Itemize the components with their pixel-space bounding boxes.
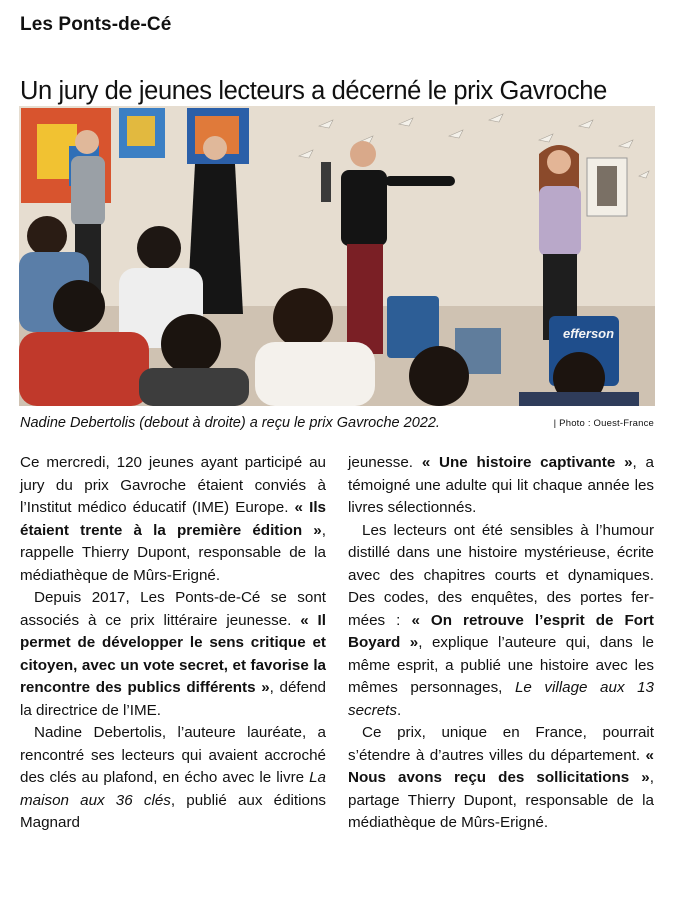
text-run: jeunesse. [348,454,422,471]
body-paragraph [348,520,654,723]
text-run: . [396,701,402,719]
body-paragraph [348,722,654,835]
person-right-author [539,186,581,256]
text-run: , a témoigné une adulte qui lit chaque année les livres sélectionnés. [348,454,655,516]
text-run: , publié aux éditions Magnard [20,791,326,831]
person-center-man [341,170,387,246]
article-headline: Un jury de jeunes lecteurs a décerné le prix Gavroche [20,77,607,106]
body-paragraph [20,587,326,722]
article-photo [19,106,655,406]
text-run: , partage Thierry Dupont, responsable de la médiathèque de Mûrs-Erigné. [348,769,654,831]
body-paragraph [348,452,654,520]
book-title: La maison aux 36 clés [20,769,326,809]
body-paragraph [20,452,326,587]
body-column-left [20,452,326,835]
body-column-right [348,452,654,835]
drum-label: efferson [563,326,615,341]
quote-text: « On retrouve l’esprit de Fort Boyard » [348,611,654,651]
text-run: , défend la directrice de l’IME. [20,679,326,719]
text-run: Nadine Debertolis, l’auteure lauréate, a rencontré ses lecteurs qui avaient accroché des clés au plafond, en écho avec le livre [20,724,326,786]
photo-illustration [19,106,655,406]
text-run: Depuis 2017, Les Ponts-de-Cé se sont associés à ce prix littéraire jeunesse. [20,589,326,629]
text-run: , rappelle Thierry Dupont, responsable de la médiathèque de Mûrs-Erigné. [20,521,326,584]
quote-text: « Il permet de développer le sens critique et citoyen, avec un vote secret, et favorise la rencontre des publics différents » [20,611,326,696]
locality-kicker: Les Ponts-de-Cé [20,14,172,35]
text-run: Ce mercredi, 120 jeunes ayant participé au jury du prix Gavroche étaient conviés à l’Institut médico éducatif (IME) Europe. [20,454,326,516]
text-run: Les lecteurs ont été sensibles à l’humour distillé dans une histoire mystérieuse, écrite avec des chapitres courts et dynamiques. Des codes, des enquêtes, des portes fermées : [348,521,654,629]
person-left-standing [71,156,105,226]
photo-credit: | Photo : Ouest-France [553,418,654,429]
photo-caption [20,412,656,434]
quote-text: « Ils étaient trente à la première édition » [20,499,326,539]
quote-text: « Une histoire captivante » [421,454,633,471]
caption-text: Nadine Debertolis (debout à droite) a reçu le prix Gavroche 2022. [20,415,440,431]
quote-text: « Nous avons reçu des sollicitations » [348,746,654,786]
book-title: Le village aux 13 secrets [348,679,654,719]
text-run: Ce prix, unique en France, pourrait s’étendre à d’autres villes du département. [348,724,654,764]
body-paragraph [20,722,326,835]
text-run: , explique l’auteure qui, dans le même esprit, a publié une histoire avec les mêmes personnages, [348,634,654,696]
